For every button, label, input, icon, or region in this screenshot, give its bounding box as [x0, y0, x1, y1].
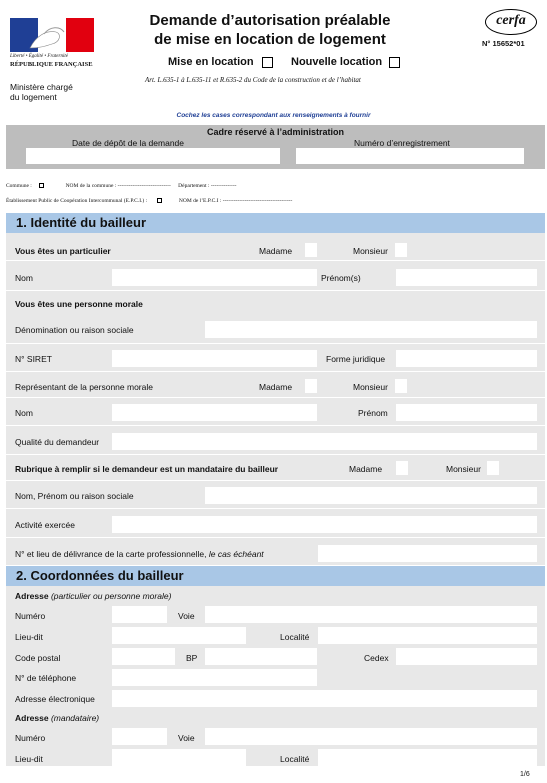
nom-raison-label: Nom, Prénom ou raison sociale	[15, 491, 134, 501]
monsieur-label-3: Monsieur	[446, 464, 481, 474]
monsieur-label-1: Monsieur	[353, 246, 388, 256]
denomination-label: Dénomination ou raison sociale	[15, 325, 134, 335]
forme-label: Forme juridique	[326, 354, 386, 364]
denomination-field[interactable]	[205, 321, 537, 338]
adresse-label-1	[15, 591, 171, 601]
siret-field[interactable]	[112, 350, 317, 367]
madame-checkbox-2[interactable]	[305, 379, 317, 393]
email-field[interactable]	[112, 690, 537, 707]
lieu-dit-field-1[interactable]	[112, 627, 246, 644]
marianne-logo	[10, 18, 94, 52]
ministry-label: Ministère chargé du logement	[10, 82, 73, 102]
divider	[6, 290, 545, 291]
lieu-dit-label-1: Lieu-dit	[15, 632, 43, 642]
form-number: N° 15652*01	[482, 39, 525, 48]
voie-field-2[interactable]	[205, 728, 537, 745]
carte-pro-field[interactable]	[318, 545, 537, 562]
logo-motto: Liberté • Égalité • Fraternité	[10, 54, 68, 59]
commune-checkbox[interactable]	[39, 183, 44, 188]
nom-label-1: Nom	[15, 273, 33, 283]
activite-field[interactable]	[112, 516, 537, 533]
form-title-line2: de mise en location de logement	[154, 31, 386, 48]
page-number: 1/6	[520, 771, 530, 778]
commune-name: NOM de la commune : -----------------------------	[65, 183, 171, 189]
divider	[6, 425, 545, 426]
telephone-label: N° de téléphone	[15, 673, 77, 683]
divider	[6, 371, 545, 372]
carte-pro-text: N° et lieu de délivrance de la carte professionnelle,	[15, 549, 207, 559]
divider	[6, 480, 545, 481]
monsieur-checkbox-3[interactable]	[487, 461, 499, 475]
monsieur-label-2: Monsieur	[353, 382, 388, 392]
madame-label-2: Madame	[259, 382, 293, 392]
madame-label-1: Madame	[259, 246, 293, 256]
epci-name: NOM de l’E.P.C.I : --------------------------------------	[178, 198, 293, 204]
divider	[6, 343, 545, 344]
admin-box-title: Cadre réservé à l’administration	[206, 127, 345, 137]
divider	[6, 397, 545, 398]
admin-date-field[interactable]	[26, 148, 280, 164]
epci-line	[6, 198, 292, 204]
instruction-text: Cochez les cases correspondant aux renseignements à fournir	[176, 112, 371, 119]
commune-label: Commune :	[6, 183, 32, 189]
cedex-field[interactable]	[396, 648, 537, 665]
email-label: Adresse électronique	[15, 694, 95, 704]
activite-label: Activité exercée	[15, 520, 75, 530]
divider	[6, 454, 545, 455]
prenom-label: Prénom	[358, 408, 388, 418]
divider	[6, 260, 545, 261]
commune-line	[6, 183, 236, 189]
numero-label-1: Numéro	[15, 611, 46, 621]
logo-republic: RÉPUBLIQUE FRANÇAISE	[10, 61, 93, 68]
divider	[6, 508, 545, 509]
nom-raison-field[interactable]	[205, 487, 537, 504]
cerfa-logo	[485, 9, 537, 35]
option-mise-en-location-label: Mise en location	[168, 56, 254, 68]
voie-label-1: Voie	[178, 611, 195, 621]
lieu-dit-field-2[interactable]	[112, 749, 246, 766]
carte-pro-label	[15, 549, 264, 559]
telephone-field[interactable]	[112, 669, 317, 686]
lieu-dit-label-2: Lieu-dit	[15, 754, 43, 764]
nom-field-1[interactable]	[112, 269, 317, 286]
forme-field[interactable]	[396, 350, 537, 367]
localite-label-1: Localité	[280, 632, 310, 642]
adresse-note-1: (particulier ou personne morale)	[50, 591, 172, 601]
numero-field-1[interactable]	[112, 606, 167, 623]
section1-header: 1. Identité du bailleur	[6, 213, 545, 233]
voie-field-1[interactable]	[205, 606, 537, 623]
prenoms-label: Prénom(s)	[321, 273, 361, 283]
bp-label: BP	[186, 653, 198, 663]
admin-reg-field[interactable]	[296, 148, 524, 164]
code-postal-label: Code postal	[15, 653, 61, 663]
qualite-field[interactable]	[112, 433, 537, 450]
localite-label-2: Localité	[280, 754, 310, 764]
epci-checkbox[interactable]	[157, 198, 162, 203]
carte-pro-note: le cas échéant	[208, 549, 264, 559]
madame-checkbox-1[interactable]	[305, 243, 317, 257]
localite-field-2[interactable]	[318, 749, 537, 766]
section2-header: 2. Coordonnées du bailleur	[6, 566, 545, 586]
nom-label-2: Nom	[15, 408, 33, 418]
option-mise-en-location-checkbox[interactable]	[262, 57, 273, 68]
voie-label-2: Voie	[178, 733, 195, 743]
siret-label: N° SIRET	[15, 354, 52, 364]
admin-date-label: Date de dépôt de la demande	[72, 138, 185, 148]
form-title-line1: Demande d’autorisation préalable	[149, 12, 391, 29]
monsieur-checkbox-1[interactable]	[395, 243, 407, 257]
option-nouvelle-location-label: Nouvelle location	[291, 56, 383, 68]
morale-label: Vous êtes une personne morale	[15, 299, 143, 309]
epci-label: Établissement Public de Coopération Intercommunal (E.P.C.I.) :	[6, 198, 148, 204]
prenom-field[interactable]	[396, 404, 537, 421]
prenoms-field[interactable]	[396, 269, 537, 286]
code-postal-field[interactable]	[112, 648, 175, 665]
divider	[6, 537, 545, 538]
mandataire-label: Rubrique à remplir si le demandeur est un mandataire du bailleur	[15, 464, 279, 474]
localite-field-1[interactable]	[318, 627, 537, 644]
option-nouvelle-location-checkbox[interactable]	[389, 57, 400, 68]
bp-field[interactable]	[205, 648, 317, 665]
representant-label: Représentant de la personne morale	[15, 382, 153, 392]
madame-label-3: Madame	[349, 464, 383, 474]
cerfa-text: cerfa	[496, 13, 526, 28]
adresse-note-2: (mandataire)	[50, 713, 100, 723]
adresse-title-1: Adresse	[15, 591, 49, 601]
numero-field-2[interactable]	[112, 728, 167, 745]
admin-reg-label: Numéro d’enregistrement	[354, 138, 450, 148]
madame-checkbox-3[interactable]	[396, 461, 408, 475]
nom-field-2[interactable]	[112, 404, 317, 421]
department: Département : --------------	[178, 183, 237, 189]
adresse-title-2: Adresse	[15, 713, 49, 723]
legal-reference: Art. L.635-1 à L.635-11 et R.635-2 du Code de la construction et de l’habitat	[145, 76, 361, 84]
cedex-label: Cedex	[364, 653, 389, 663]
numero-label-2: Numéro	[15, 733, 46, 743]
monsieur-checkbox-2[interactable]	[395, 379, 407, 393]
particulier-label: Vous êtes un particulier	[15, 246, 111, 256]
adresse-label-2	[15, 713, 99, 723]
qualite-label: Qualité du demandeur	[15, 437, 100, 447]
